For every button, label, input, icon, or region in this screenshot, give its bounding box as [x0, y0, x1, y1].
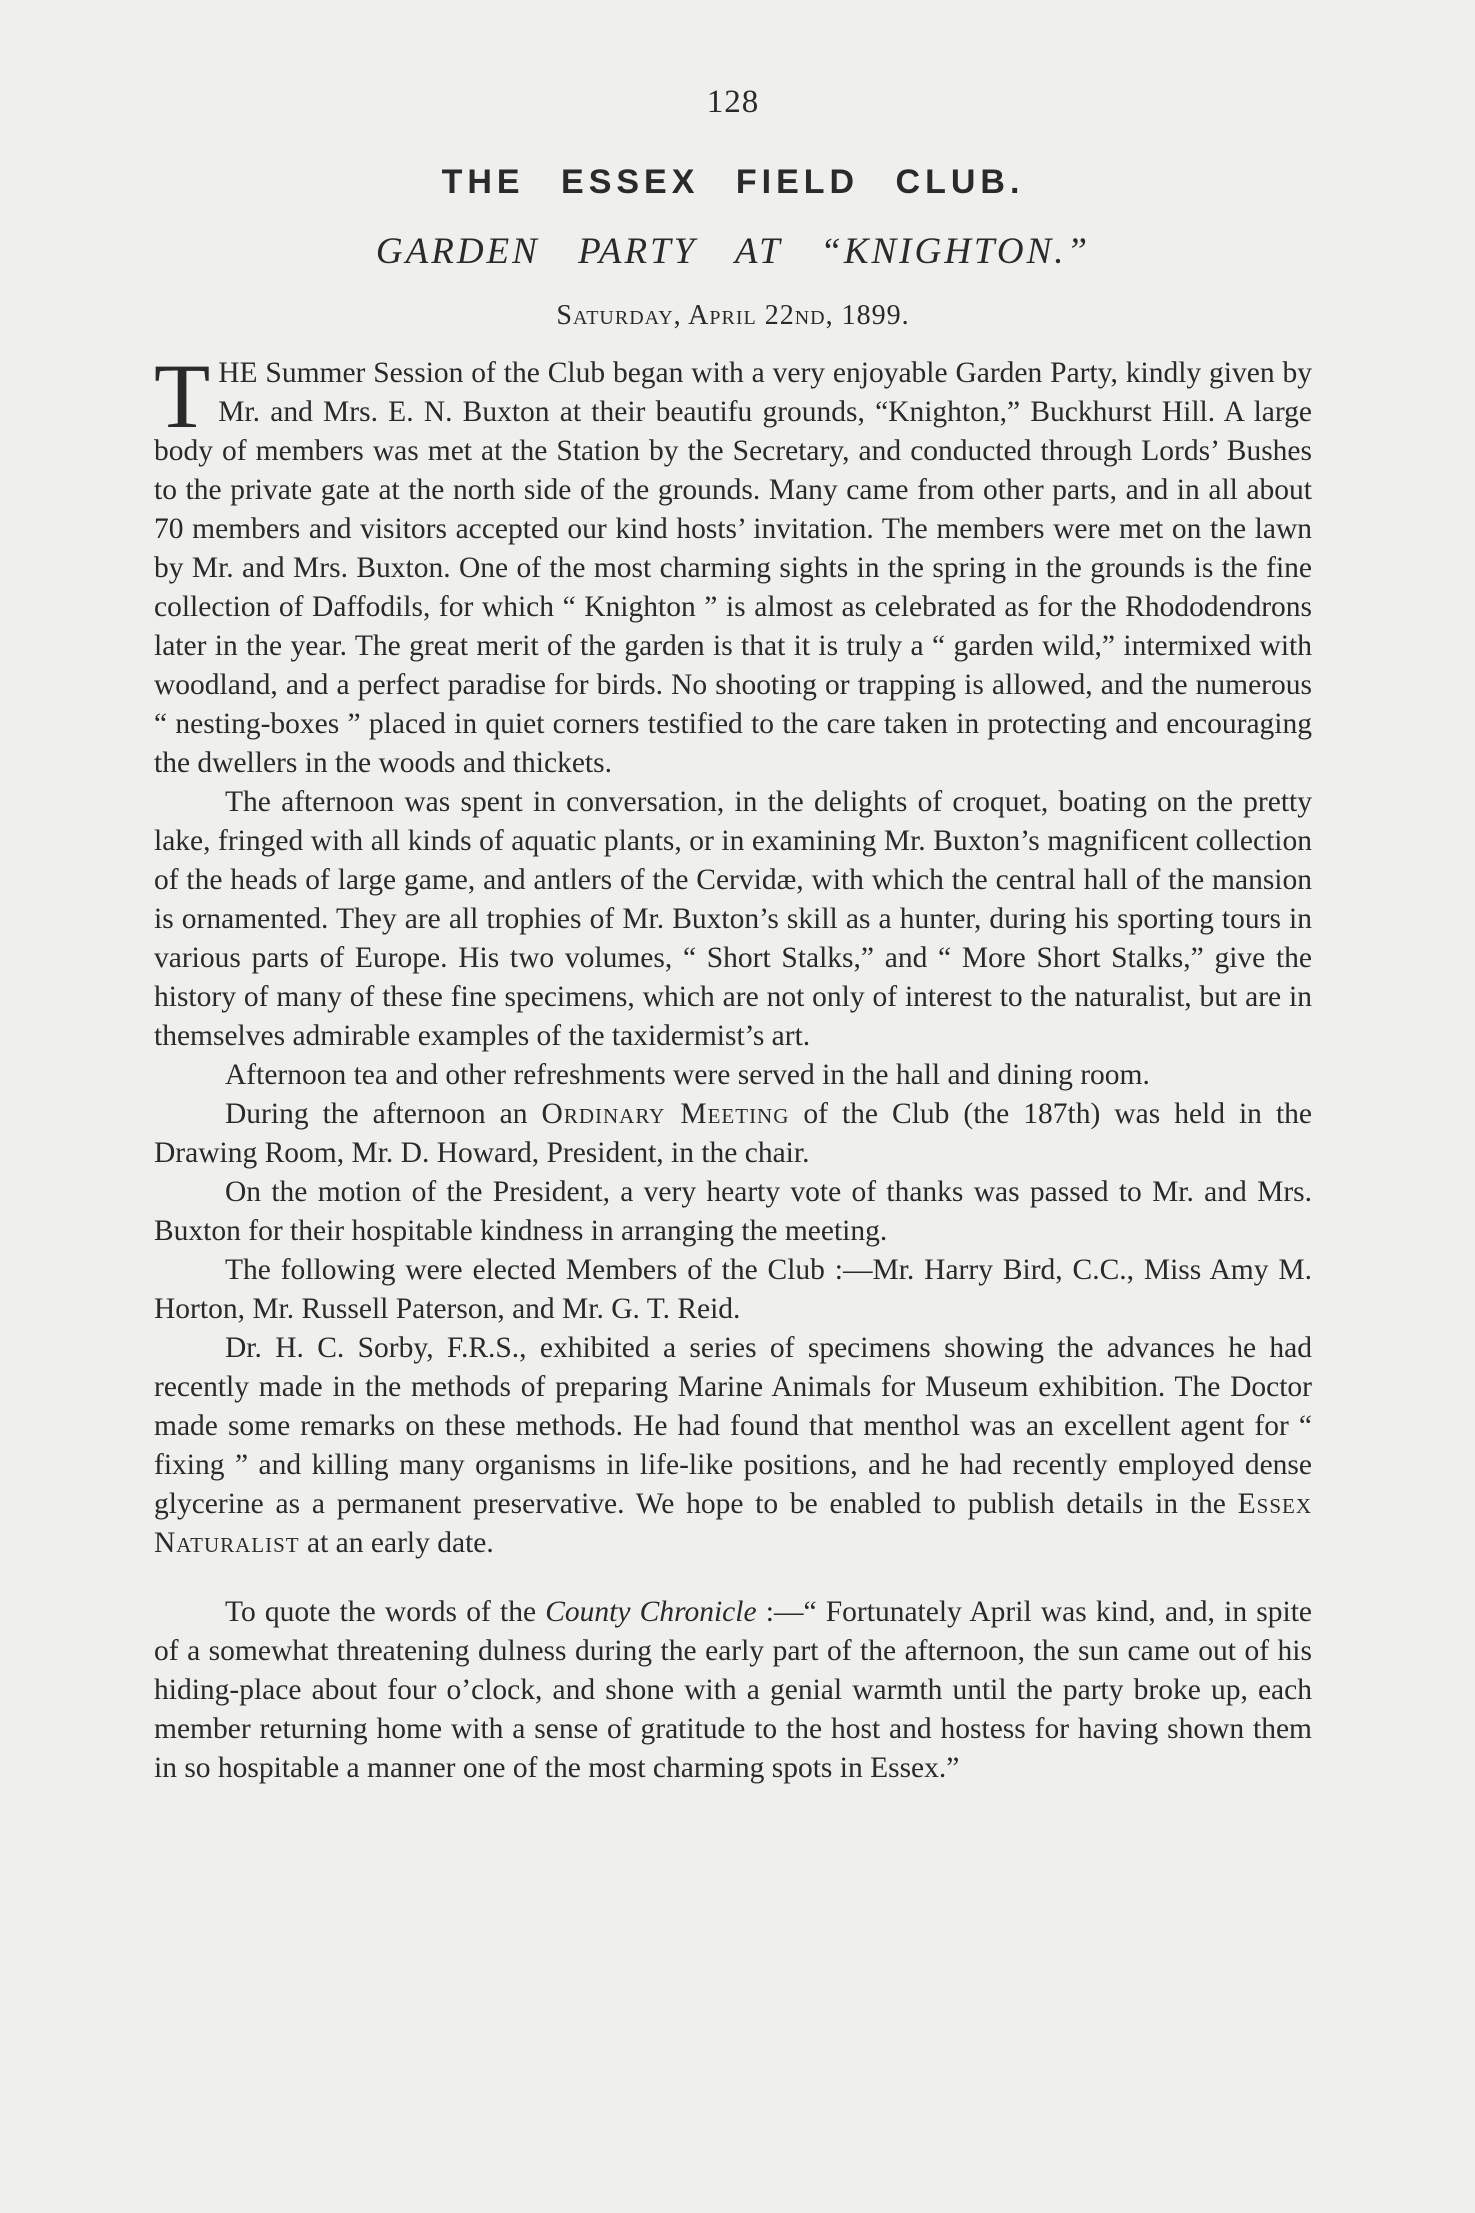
paragraph-1-text: HE Summer Session of the Club began with a very enjoyable Garden Party, kindly given by Mr. and Mrs. E. N. Buxton at their beautifu grounds, “Knighton,” Buckhurst Hill. A large body of members was met at the Station by the Secretary, and conducted through Lords’ Bushes to the private gate at the north side of the grounds. Many came from other parts, and in all about 70 members and visitors accepted our kind hosts’ invitation. The members were met on the lawn by Mr. and Mrs. Buxton. One of the most charming sights in the spring in the grounds is the fine collection of Daffodils, for which “ Knighton ” is almost as celebrated as for the Rhododendrons later in the year. The great merit of the garden is that it is truly a “ garden wild,” intermixed with woodland, and a perfect paradise for birds. No shooting or trapping is allowed, and the numerous “ nesting-boxes ” placed in quiet corners testified to the care taken in protecting and encouraging the dwellers in the woods and thickets.	[154, 357, 1312, 779]
paragraph-7	[154, 1329, 1312, 1563]
paragraph-8-after: :—“ Fortunately April was kind, and, in spite of a somewhat threatening dulness during the early part of the afternoon, the sun came out of his hiding-place about four o’clock, and shone with a genial warmth until the party broke up, each member returning home with a sense of gratitude to the host and hostess for having shown them in so hospitable a manner one of the most charming spots in Essex.”	[154, 1596, 1312, 1784]
essex-naturalist-title: Essex Naturalist	[154, 1488, 1312, 1559]
paragraph-7-before: Dr. H. C. Sorby, F.R.S., exhibited a series of specimens showing the advances he had recently made in the methods of preparing Marine Animals for Museum exhibition. The Doctor made some remarks on these methods. He had found that menthol was an excellent agent for “ fixing ” and killing many organisms in life-like positions, and he had recently employed dense glycerine as a permanent preservative. We hope to be enabled to publish details in the	[154, 1332, 1312, 1520]
ordinary-meeting-term: Ordinary Meeting	[541, 1098, 790, 1130]
page-number: 128	[706, 84, 760, 120]
event-title: GARDEN PARTY AT “KNIGHTON.”	[375, 231, 1091, 272]
event-date-text: Saturday, April 22nd, 1899.	[556, 300, 910, 331]
county-chronicle-title: County Chronicle	[545, 1596, 757, 1628]
paragraph-4-after: of the Club (the 187th) was held in the Drawing Room, Mr. D. Howard, President, in the chair.	[154, 1098, 1312, 1169]
paragraph-5: On the motion of the President, a very hearty vote of thanks was passed to Mr. and Mrs. Buxton for their hospitable kindness in arranging the meeting.	[154, 1176, 1312, 1247]
paragraph-6: The following were elected Members of the Club :—Mr. Harry Bird, C.C., Miss Amy M. Horton, Mr. Russell Paterson, and Mr. G. T. Reid.	[154, 1254, 1312, 1325]
paragraph-7-after: at an early date.	[299, 1527, 494, 1559]
paragraph-4-before: During the afternoon an	[225, 1098, 542, 1130]
article-body	[154, 345, 1312, 1788]
paragraph-4	[154, 1095, 1312, 1173]
paragraph-8	[154, 1593, 1312, 1788]
page	[154, 70, 1312, 1784]
drop-cap: T	[154, 345, 211, 447]
club-title: THE ESSEX FIELD CLUB.	[441, 163, 1025, 201]
paragraph-2: The afternoon was spent in conversation, in the delights of croquet, boating on the pretty lake, fringed with all kinds of aquatic plants, or in examining Mr. Buxton’s magnificent collection of the heads of large game, and antlers of the Cervidæ, with which the central hall of the mansion is ornamented. They are all trophies of Mr. Buxton’s skill as a hunter, during his sporting tours in various parts of Europe. His two volumes, “ Short Stalks,” and “ More Short Stalks,” give the history of many of these fine specimens, which are not only of interest to the naturalist, but are in themselves admirable examples of the taxidermist’s art.	[154, 786, 1312, 1052]
paragraph-1	[154, 345, 1312, 783]
paragraph-3: Afternoon tea and other refreshments were served in the hall and dining room.	[225, 1059, 1150, 1091]
paragraph-8-before: To quote the words of the	[225, 1596, 546, 1628]
event-date	[154, 298, 1312, 334]
